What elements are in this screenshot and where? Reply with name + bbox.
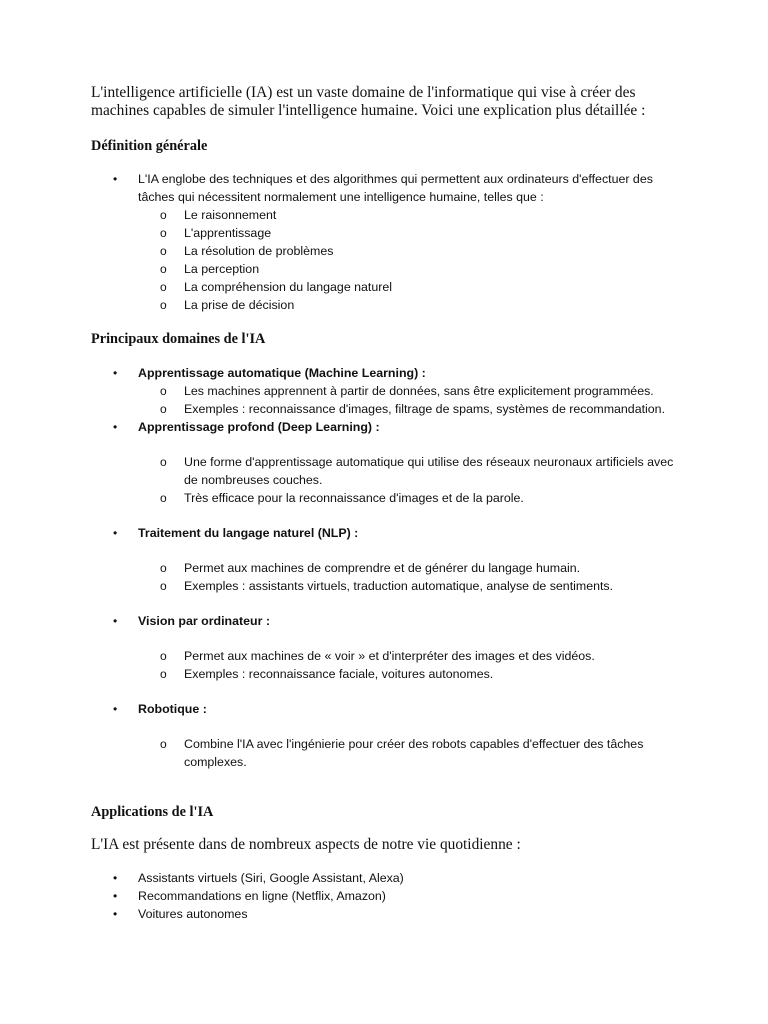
circle-bullet-icon: o [160, 208, 167, 222]
bullet-icon: • [113, 366, 118, 380]
applications-intro: L'IA est présente dans de nombreux aspects de notre vie quotidienne : [91, 836, 521, 853]
list-subitem: o Le raisonnement [160, 208, 277, 222]
list-subitem: o Exemples : reconnaissance faciale, voitures autonomes. [160, 667, 494, 681]
circle-bullet-icon: o [160, 737, 167, 751]
circle-bullet-icon: o [160, 491, 167, 505]
circle-bullet-icon: o [160, 455, 167, 469]
bullet-icon: • [113, 907, 118, 921]
circle-bullet-icon: o [160, 226, 167, 240]
circle-bullet-icon: o [160, 298, 167, 312]
applications-list [0, 869, 768, 923]
circle-bullet-icon: o [160, 579, 167, 593]
bullet-icon: • [113, 172, 118, 186]
list-item: • Robotique : [113, 702, 207, 716]
heading-definition: Définition générale [91, 138, 208, 154]
bullet-icon: • [113, 889, 118, 903]
bullet-icon: • [113, 614, 118, 628]
bullet-icon: • [113, 420, 118, 434]
circle-bullet-icon: o [160, 649, 167, 663]
bullet-icon: • [113, 871, 118, 885]
bullet-icon: • [113, 702, 118, 716]
circle-bullet-icon: o [160, 280, 167, 294]
circle-bullet-icon: o [160, 667, 167, 681]
list-item: • Apprentissage profond (Deep Learning) : [113, 420, 380, 434]
list-item: • L'IA englobe des techniques et des algorithmes qui permettent aux ordinateurs d'effectuer des tâches qui nécessitent normalement une intelligence humaine, telles que : [113, 172, 653, 204]
heading-applications: Applications de l'IA [91, 804, 214, 820]
circle-bullet-icon: o [160, 402, 167, 416]
domains-list [0, 364, 768, 771]
list-subitem: o Combine l'IA avec l'ingénierie pour créer des robots capables d'effectuer des tâches complexes. [160, 737, 644, 769]
list-item: • Voitures autonomes [113, 907, 248, 921]
circle-bullet-icon: o [160, 384, 167, 398]
bullet-icon: • [113, 526, 118, 540]
list-subitem: o Exemples : reconnaissance d'images, filtrage de spams, systèmes de recommandation. [160, 402, 666, 416]
list-subitem: o Les machines apprennent à partir de données, sans être explicitement programmées. [160, 384, 654, 398]
list-subitem: o La résolution de problèmes [160, 244, 334, 258]
list-item: • Assistants virtuels (Siri, Google Assistant, Alexa) [113, 871, 404, 885]
list-subitem: o Très efficace pour la reconnaissance d'images et de la parole. [160, 491, 524, 505]
circle-bullet-icon: o [160, 561, 167, 575]
circle-bullet-icon: o [160, 262, 167, 276]
list-subitem: o L'apprentissage [160, 226, 272, 240]
list-item: • Recommandations en ligne (Netflix, Amazon) [113, 889, 386, 903]
list-item: • Traitement du langage naturel (NLP) : [113, 526, 359, 540]
circle-bullet-icon: o [160, 244, 167, 258]
list-subitem: o La compréhension du langage naturel [160, 280, 393, 294]
intro-paragraph: L'intelligence artificielle (IA) est un vaste domaine de l'informatique qui vise à créer des machines capables de simuler l'intelligence humaine. Voici une explication plus détaillée : [91, 84, 646, 119]
list-item: • Vision par ordinateur : [113, 614, 270, 628]
list-subitem: o La prise de décision [160, 298, 295, 312]
list-subitem: o Une forme d'apprentissage automatique qui utilise des réseaux neuronaux artificiels avec de nombreuses couches. [160, 455, 674, 487]
list-item: • Apprentissage automatique (Machine Learning) : [113, 366, 426, 380]
list-subitem: o La perception [160, 262, 260, 276]
list-subitem: o Permet aux machines de « voir » et d'interpréter des images et des vidéos. [160, 649, 595, 663]
heading-domains: Principaux domaines de l'IA [91, 331, 266, 347]
list-subitem: o Exemples : assistants virtuels, traduction automatique, analyse de sentiments. [160, 579, 614, 593]
list-subitem: o Permet aux machines de comprendre et de générer du langage humain. [160, 561, 581, 575]
definition-list [0, 170, 768, 314]
